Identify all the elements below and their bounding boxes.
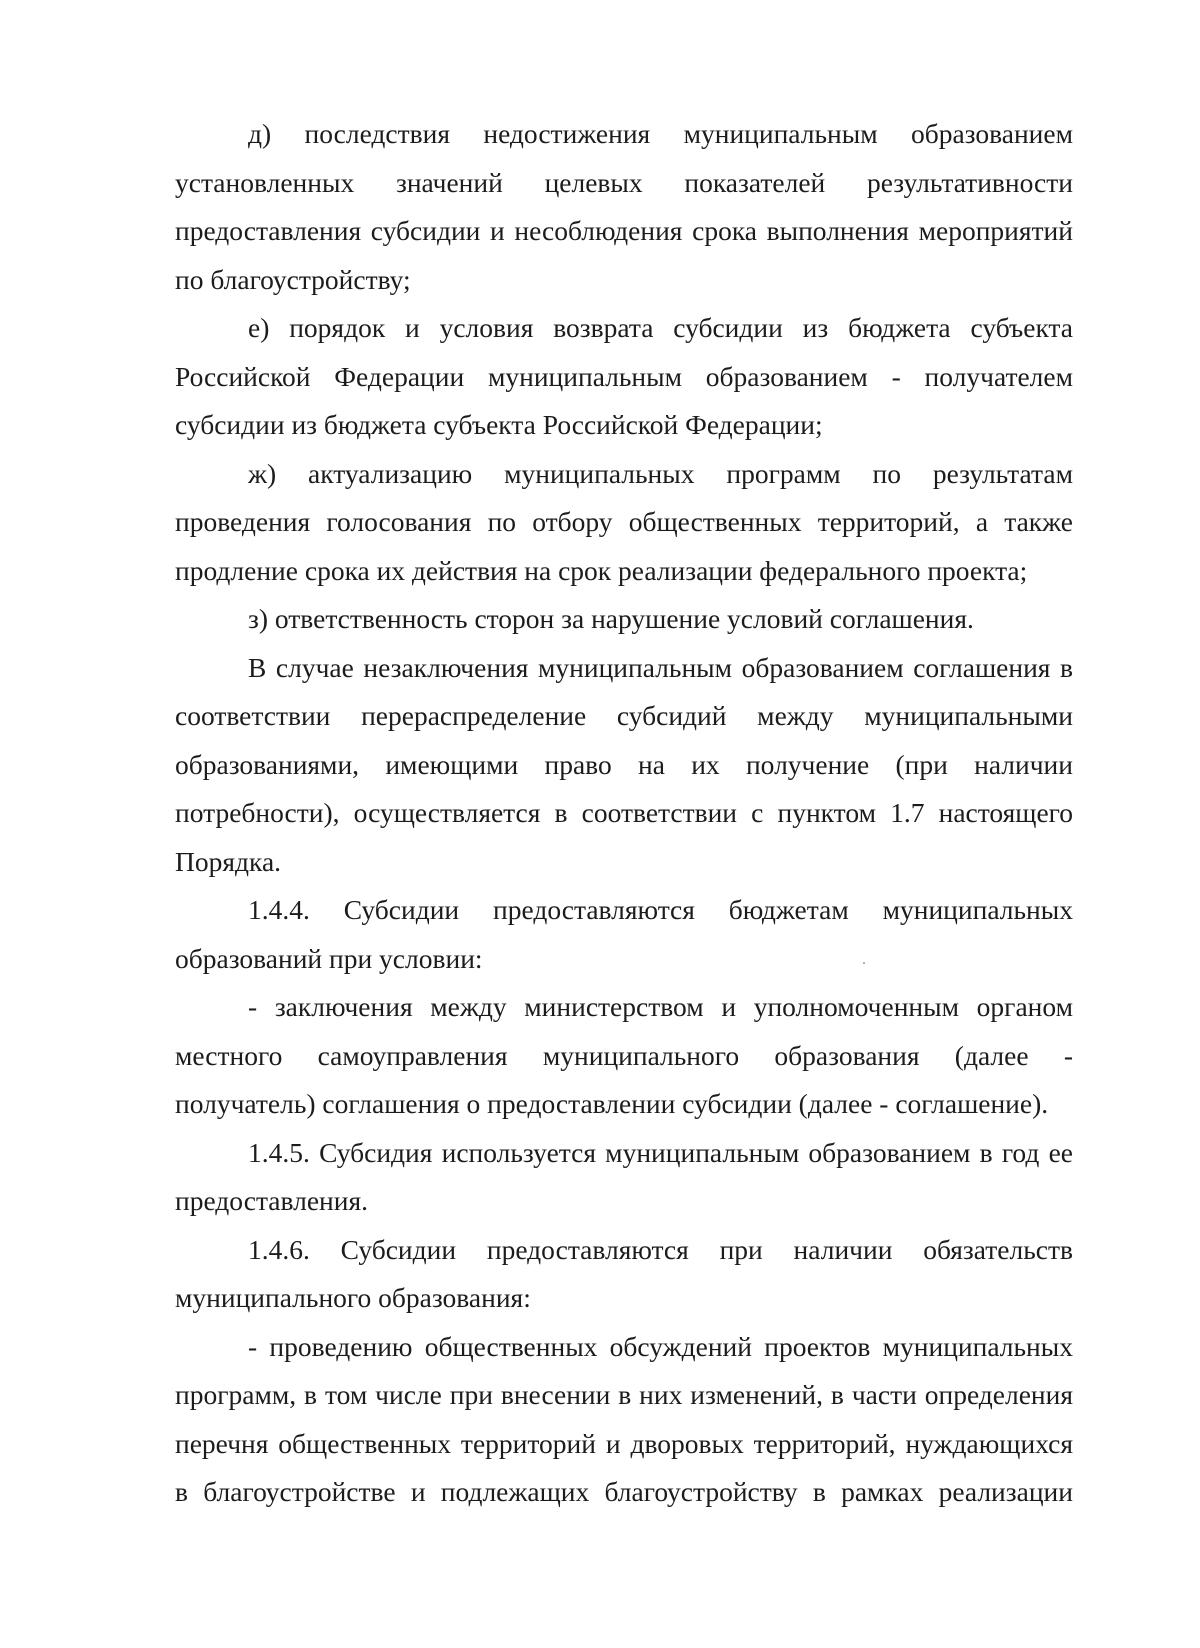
paragraph-no-agreement-case: В случае незаключения муниципальным образованием соглашения в соответствии перераспределение субсидий между муниципальными образованиями, имеющими право на их получение (при наличии потребности), осуществляется в соответствии с пунктом 1.7 настоящего Порядка. — [175, 651, 1073, 877]
document-body — [175, 110, 1073, 1517]
paragraph-agreement-condition: - заключения между министерством и уполномоченным органом местного самоуправления муниципального образования (далее - получатель) соглашения о предоставлении субсидии (далее - соглашение). — [175, 991, 1073, 1119]
paragraph-item-e: е) порядок и условия возврата субсидии из бюджета субъекта Российской Федерации муниципальным образованием - получателем субсидии из бюджета субъекта Российской Федерации; — [175, 312, 1073, 440]
paragraph-item-d: д) последствия недостижения муниципальным образованием установленных значений целевых показателей результативности предоставления субсидии и несоблюдения срока выполнения мероприятий по благоустройству; — [175, 118, 1073, 295]
scan-speck — [863, 962, 865, 964]
paragraph-item-z: з) ответственность сторон за нарушение условий соглашения. — [248, 603, 974, 634]
paragraph-1-4-5: 1.4.5. Субсидия используется муниципальным образованием в год ее предоставления. — [175, 1136, 1073, 1216]
paragraph-public-discussions: - проведению общественных обсуждений проектов муниципальных программ, в том числе при внесении в них изменений, в части определения перечня общественных территорий и дворовых территорий, нуждающихся в благоустройстве и подлежащих благоустройству в рамках реализации — [175, 1330, 1073, 1507]
paragraph-item-zh: ж) актуализацию муниципальных программ по результатам проведения голосования по отбору общественных территорий, а также продление срока их действия на срок реализации федерального проекта; — [175, 457, 1073, 586]
paragraph-1-4-6: 1.4.6. Субсидии предоставляются при наличии обязательств муниципального образования: — [175, 1233, 1073, 1313]
paragraph-1-4-4: 1.4.4. Субсидии предоставляются бюджетам муниципальных образований при условии: — [175, 894, 1073, 974]
